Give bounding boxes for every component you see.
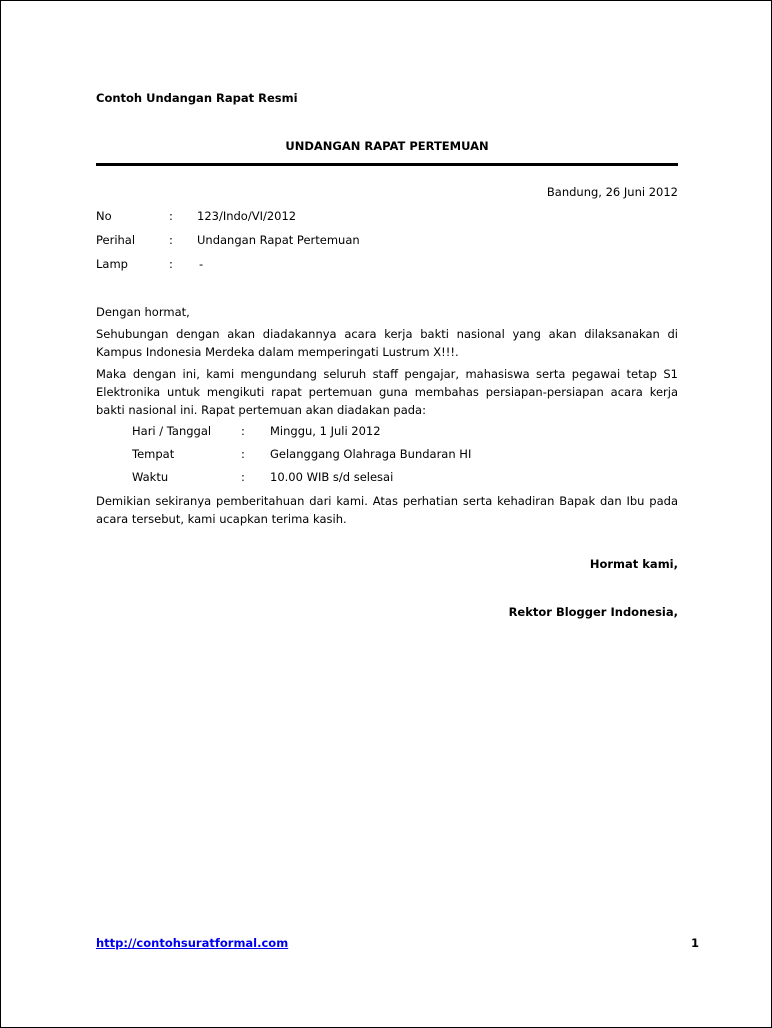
document-title: Contoh Undangan Rapat Resmi xyxy=(96,91,298,105)
detail-label-time: Waktu xyxy=(132,470,169,484)
heading-rule xyxy=(96,163,678,166)
meta-value-no: 123/Indo/VI/2012 xyxy=(197,209,297,223)
place-date: Bandung, 26 Juni 2012 xyxy=(546,185,678,199)
detail-value-date: Minggu, 1 Juli 2012 xyxy=(270,424,381,438)
detail-sep-time: : xyxy=(241,470,245,484)
detail-sep-place: : xyxy=(241,447,245,461)
meta-sep-no: : xyxy=(169,209,173,223)
page-number: 1 xyxy=(690,936,699,950)
signatory: Rektor Blogger Indonesia, xyxy=(508,605,678,619)
meta-label-lamp: Lamp xyxy=(96,257,128,271)
detail-label-place: Tempat xyxy=(132,447,175,461)
meta-value-lamp: - xyxy=(199,257,204,271)
detail-label-date: Hari / Tanggal xyxy=(132,424,212,438)
detail-value-place: Gelanggang Olahraga Bundaran HI xyxy=(270,447,472,461)
closing-salutation: Hormat kami, xyxy=(589,557,678,571)
paragraph-closing: Demikian sekiranya pemberitahuan dari kami. Atas perhatian serta kehadiran Bapak dan Ibu pada acara tersebut, kami ucapkan terima kasih. xyxy=(96,494,678,526)
meta-label-perihal: Perihal xyxy=(96,233,136,247)
greeting: Dengan hormat, xyxy=(96,305,190,319)
footer-link[interactable]: http://contohsuratformal.com xyxy=(96,936,289,950)
detail-value-time: 10.00 WIB s/d selesai xyxy=(270,470,394,484)
letter-heading: UNDANGAN RAPAT PERTEMUAN xyxy=(285,139,489,153)
meta-sep-lamp: : xyxy=(169,257,173,271)
meta-label-no: No xyxy=(96,209,112,223)
detail-sep-date: : xyxy=(241,424,245,438)
meta-value-perihal: Undangan Rapat Pertemuan xyxy=(197,233,360,247)
meta-sep-perihal: : xyxy=(169,233,173,247)
paragraph-invitation: Maka dengan ini, kami mengundang seluruh staff pengajar, mahasiswa serta pegawai tetap S1 Elektronika untuk mengikuti rapat pertemuan guna membahas persiapan-persiapan acara kerja bakti nasional ini. Rapat pertemuan akan diadakan pada: xyxy=(96,367,678,417)
paragraph-intro: Sehubungan dengan akan diadakannya acara kerja bakti nasional yang akan dilaksanakan di Kampus Indonesia Merdeka dalam memperingati Lustrum X!!!. xyxy=(96,327,678,359)
